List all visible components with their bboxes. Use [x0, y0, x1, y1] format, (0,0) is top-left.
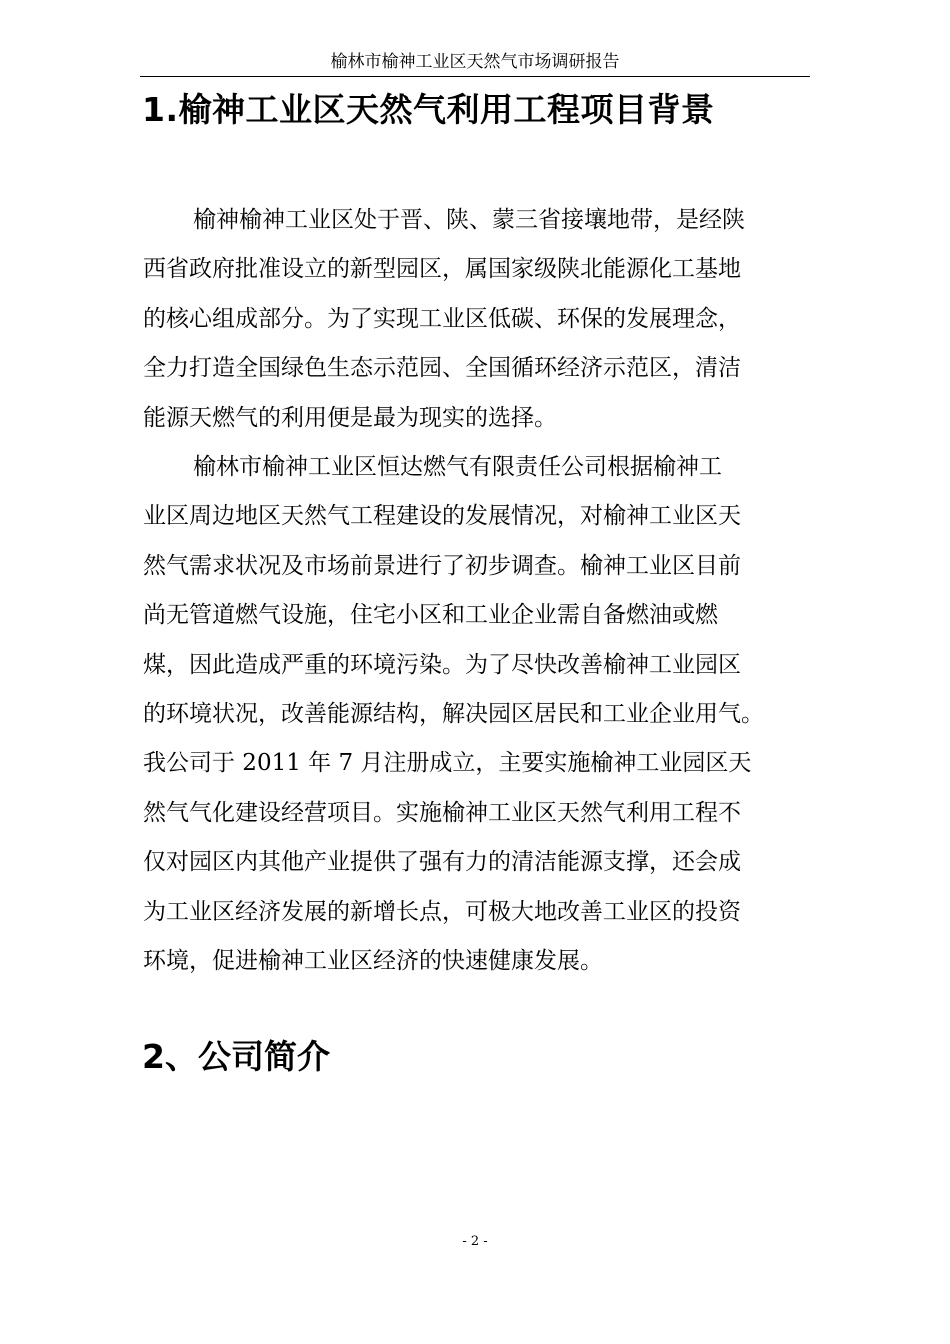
- paragraph-line: 为工业区经济发展的新增长点，可极大地改善工业区的投资: [143, 898, 741, 925]
- paragraph-line: 的环境状况，改善能源结构，解决园区居民和工业企业用气。: [143, 700, 764, 727]
- section-2-heading: 2、公司简介: [142, 1037, 330, 1076]
- paragraph-line: 然气气化建设经营项目。实施榆神工业区天然气利用工程不: [143, 799, 741, 826]
- paragraph-line: 西省政府批准设立的新型园区，属国家级陕北能源化工基地: [143, 256, 741, 283]
- paragraph-line: 煤，因此造成严重的环境污染。为了尽快改善榆神工业园区: [143, 651, 741, 678]
- paragraph-line: 仅对园区内其他产业提供了强有力的清洁能源支撑，还会成: [143, 849, 741, 876]
- header-divider: [140, 76, 810, 77]
- paragraph-line: 尚无管道燃气设施，住宅小区和工业企业需自备燃油或燃: [143, 602, 718, 629]
- section-1-paragraph-1: [143, 196, 807, 443]
- paragraph-line: 全力打造全国绿色生态示范园、全国循环经济示范区，清洁: [143, 355, 741, 382]
- page-number: - 2 -: [462, 1234, 488, 1249]
- paragraph-line: 能源天燃气的利用便是最为现实的选择。: [143, 404, 557, 431]
- section-1-paragraph-2: [143, 443, 807, 986]
- paragraph-line: 我公司于 2011 年 7 月注册成立，主要实施榆神工业园区天: [143, 750, 752, 777]
- paragraph-line: 榆神榆神工业区处于晋、陕、蒙三省接壤地带，是经陕: [193, 207, 745, 233]
- paragraph-line: 的核心组成部分。为了实现工业区低碳、环保的发展理念，: [143, 305, 741, 332]
- running-header: 榆林市榆神工业区天然气市场调研报告: [330, 52, 620, 72]
- paragraph-line: 榆林市榆神工业区恒达燃气有限责任公司根据榆神工: [193, 454, 722, 480]
- paragraph-line: 然气需求状况及市场前景进行了初步调查。榆神工业区目前: [143, 552, 741, 579]
- section-1-heading: 1.榆神工业区天然气利用工程项目背景: [142, 90, 715, 129]
- paragraph-line: 环境，促进榆神工业区经济的快速健康发展。: [143, 947, 603, 974]
- paragraph-line: 业区周边地区天然气工程建设的发展情况，对榆神工业区天: [143, 503, 741, 530]
